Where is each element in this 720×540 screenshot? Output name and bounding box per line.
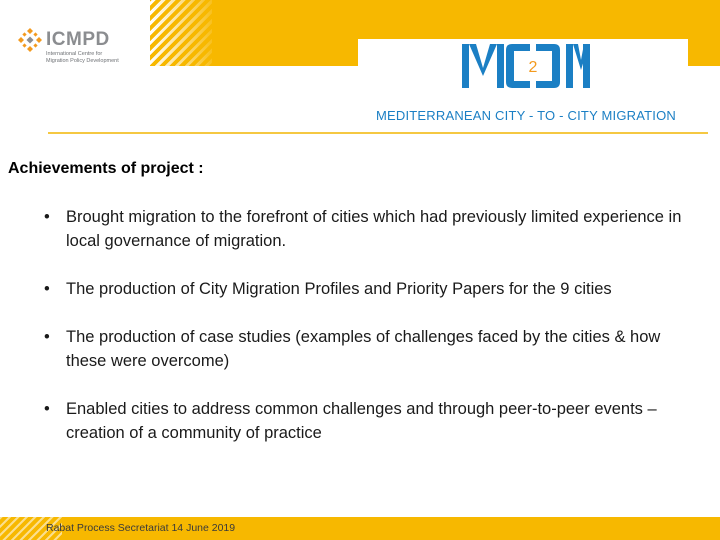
list-item-text: The production of City Migration Profiles and Priority Papers for the 9 cities <box>66 280 612 298</box>
mc2cm-logo-icon <box>462 42 590 90</box>
icmpd-subtitle-line2: Migration Policy Development <box>46 57 119 64</box>
list-item <box>44 325 684 373</box>
list-item <box>44 205 684 253</box>
bullet-marker: • <box>44 400 50 418</box>
list-item-text: Brought migration to the forefront of cities which had previously limited experience in local governance of migration. <box>66 208 682 250</box>
list-item-text: Enabled cities to address common challenges and through peer-to-peer events –creation of a community of practice <box>66 400 657 442</box>
list-item-text: The production of case studies (examples of challenges faced by the cities & how these were overcome) <box>66 328 661 370</box>
bullet-marker: • <box>44 328 50 346</box>
mc2cm-logo-digit: 2 <box>528 59 538 76</box>
icmpd-logo-icon <box>18 28 42 52</box>
icmpd-subtitle-line1: International Centre for <box>46 51 103 57</box>
mc2cm-tagline: MEDITERRANEAN CITY - TO - CITY MIGRATION <box>375 108 677 123</box>
slide-title: Achievements of project : <box>8 160 204 177</box>
icmpd-logo-subtitle <box>46 51 146 64</box>
list-item <box>44 277 684 301</box>
bullet-marker: • <box>44 208 50 226</box>
bullet-marker: • <box>44 280 50 298</box>
header-divider <box>48 132 708 134</box>
icmpd-logo-name: ICMPD <box>46 29 110 50</box>
list-item <box>44 397 684 445</box>
header-stripes-fade <box>150 0 220 66</box>
footer-text: Rabat Process Secretariat 14 June 2019 <box>46 522 236 534</box>
